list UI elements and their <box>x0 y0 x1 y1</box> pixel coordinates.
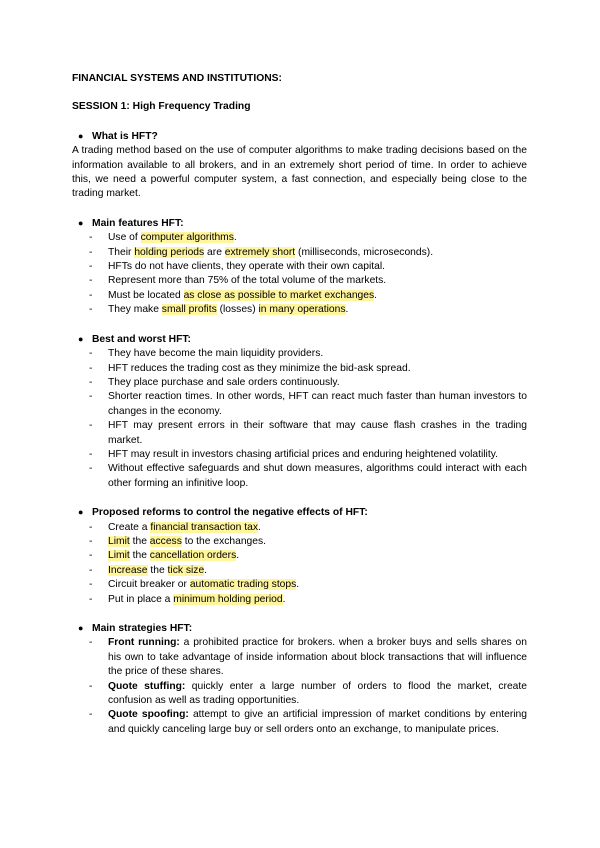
highlight: in many operations <box>258 304 346 316</box>
text: . <box>236 550 240 562</box>
text: Use of <box>108 232 141 244</box>
list-item <box>72 419 527 448</box>
dash-icon: - <box>89 246 93 258</box>
text: . <box>282 593 286 605</box>
text: Shorter reaction times. In other words, HFT can react much faster than human investors to changes in the economy. <box>108 391 527 417</box>
dash-icon: - <box>89 289 93 301</box>
dash-icon: - <box>89 420 93 432</box>
text: (milliseconds, microseconds). <box>295 246 434 258</box>
list-item <box>72 578 527 592</box>
list-item <box>72 708 527 737</box>
heading-text: Main features HFT: <box>92 217 184 229</box>
term: Quote stuffing: <box>108 680 186 692</box>
text: Their <box>108 246 135 258</box>
section-heading-what-is-hft <box>72 129 527 144</box>
dash-icon: - <box>89 391 93 403</box>
text: . <box>204 564 208 576</box>
main-strategies-list <box>72 636 527 737</box>
term: Front running: <box>108 637 180 649</box>
section-heading-best-and-worst <box>72 332 527 347</box>
dash-icon: - <box>89 564 93 576</box>
dash-icon: - <box>89 261 93 273</box>
dash-icon: - <box>89 637 93 649</box>
list-item <box>72 347 527 361</box>
dash-icon: - <box>89 376 93 388</box>
list-item <box>72 303 527 317</box>
list-item <box>72 390 527 419</box>
term: Quote spoofing: <box>108 709 189 721</box>
text: They make <box>108 304 162 316</box>
dash-icon: - <box>89 304 93 316</box>
text: . <box>233 232 237 244</box>
list-item <box>72 362 527 376</box>
proposed-reforms-list <box>72 521 527 607</box>
dash-icon: - <box>89 550 93 562</box>
main-features-list <box>72 231 527 317</box>
dash-icon: - <box>89 593 93 605</box>
text: . <box>374 289 378 301</box>
dash-icon: - <box>89 362 93 374</box>
text: the <box>147 564 168 576</box>
highlight: small profits <box>161 304 217 316</box>
list-item <box>72 564 527 578</box>
list-item <box>72 680 527 709</box>
text: Without effective safeguards and shut down measures, algorithms could interact with each other forming an infinitive loop. <box>108 463 527 489</box>
text: (losses) <box>216 304 259 316</box>
list-item <box>72 376 527 390</box>
highlight: automatic trading stops <box>189 579 297 591</box>
list-item <box>72 246 527 260</box>
session-title: SESSION 1: High Frequency Trading <box>72 101 251 113</box>
bullet-icon: ● <box>78 217 84 228</box>
definition: attempt to give an artificial impression of market conditions by entering and quickly canceling large buy or sell orders onto an exchange, to manipulate prices. <box>108 709 527 735</box>
dash-icon: - <box>89 680 93 692</box>
dash-icon: - <box>89 348 93 360</box>
bullet-icon: ● <box>78 130 84 141</box>
heading-text: Main strategies HFT: <box>92 623 193 634</box>
list-item <box>72 521 527 535</box>
list-item <box>72 448 527 462</box>
heading-text: Proposed reforms to control the negative effects of HFT: <box>92 507 368 519</box>
dash-icon: - <box>89 579 93 591</box>
text: Must be located <box>108 289 184 301</box>
highlight: computer algorithms <box>140 232 234 244</box>
text: the <box>129 535 150 547</box>
text: HFTs do not have clients, they operate with their own capital. <box>108 261 386 273</box>
highlight: extremely short <box>224 246 296 258</box>
list-item <box>72 260 527 274</box>
text: . <box>257 521 261 533</box>
heading-text: Best and worst HFT: <box>92 333 191 345</box>
section-heading-main-features <box>72 216 527 231</box>
text: Put in place a <box>108 593 174 605</box>
dash-icon: - <box>89 275 93 287</box>
bullet-icon: ● <box>78 623 84 633</box>
highlight: as close as possible to market exchanges <box>183 289 375 301</box>
highlight: access <box>149 535 182 547</box>
document-title: FINANCIAL SYSTEMS AND INSTITUTIONS: <box>72 73 282 84</box>
dash-icon: - <box>89 448 93 460</box>
list-item <box>72 231 527 245</box>
text: the <box>129 550 150 562</box>
dash-icon: - <box>89 535 93 547</box>
highlight: holding periods <box>134 246 205 258</box>
list-item <box>72 274 527 288</box>
dash-icon: - <box>89 521 93 533</box>
dash-icon: - <box>89 232 93 244</box>
dash-icon: - <box>89 709 93 721</box>
text: HFT may result in investors chasing artificial prices and enduring heightened volatility. <box>108 448 498 460</box>
document-body <box>72 72 527 737</box>
text: . <box>345 304 349 316</box>
highlight: financial transaction tax <box>150 521 258 533</box>
text: Create a <box>108 521 151 533</box>
text: to the exchanges. <box>181 535 267 547</box>
list-item <box>72 549 527 563</box>
list-item <box>72 636 527 679</box>
what-is-hft-paragraph: A trading method based on the use of computer algorithms to make trading decisions based on the information available to all brokers, and in an extremely short period of time. In order to achieve this, we need a powerful computer system, a fast connection, and especially being close to the trading market. <box>72 145 527 200</box>
highlight: minimum holding period <box>173 593 283 605</box>
highlight: tick size <box>167 564 205 576</box>
section-heading-main-strategies <box>72 621 527 636</box>
bullet-icon: ● <box>78 507 84 518</box>
list-item <box>72 535 527 549</box>
best-and-worst-list <box>72 347 527 491</box>
text: HFT may present errors in their software that may cause flash crashes in the trading market. <box>108 420 527 446</box>
heading-text: What is HFT? <box>92 130 158 142</box>
bullet-icon: ● <box>78 333 84 344</box>
highlight: Increase <box>108 564 148 576</box>
list-item <box>72 462 527 491</box>
list-item <box>72 289 527 303</box>
definition: quickly enter a large number of orders to flood the market, create confusion as well as trading opportunities. <box>108 680 527 707</box>
text: HFT reduces the trading cost as they minimize the bid-ask spread. <box>108 362 411 374</box>
text: are <box>204 246 225 258</box>
list-item <box>72 593 527 607</box>
text: Represent more than 75% of the total volume of the markets. <box>108 275 387 287</box>
definition: a prohibited practice for brokers. when a broker buys and sells shares on his own to take advantage of inside information about block transactions that will influence the price of these shares. <box>108 637 527 678</box>
highlight: Limit <box>108 550 130 562</box>
highlight: cancellation orders <box>149 550 237 562</box>
text: Circuit breaker or <box>108 579 190 591</box>
text: . <box>296 579 300 591</box>
highlight: Limit <box>108 535 130 547</box>
dash-icon: - <box>89 463 93 475</box>
text: They have become the main liquidity providers. <box>108 348 324 360</box>
text: They place purchase and sale orders continuously. <box>108 376 340 388</box>
section-heading-proposed-reforms <box>72 505 527 520</box>
